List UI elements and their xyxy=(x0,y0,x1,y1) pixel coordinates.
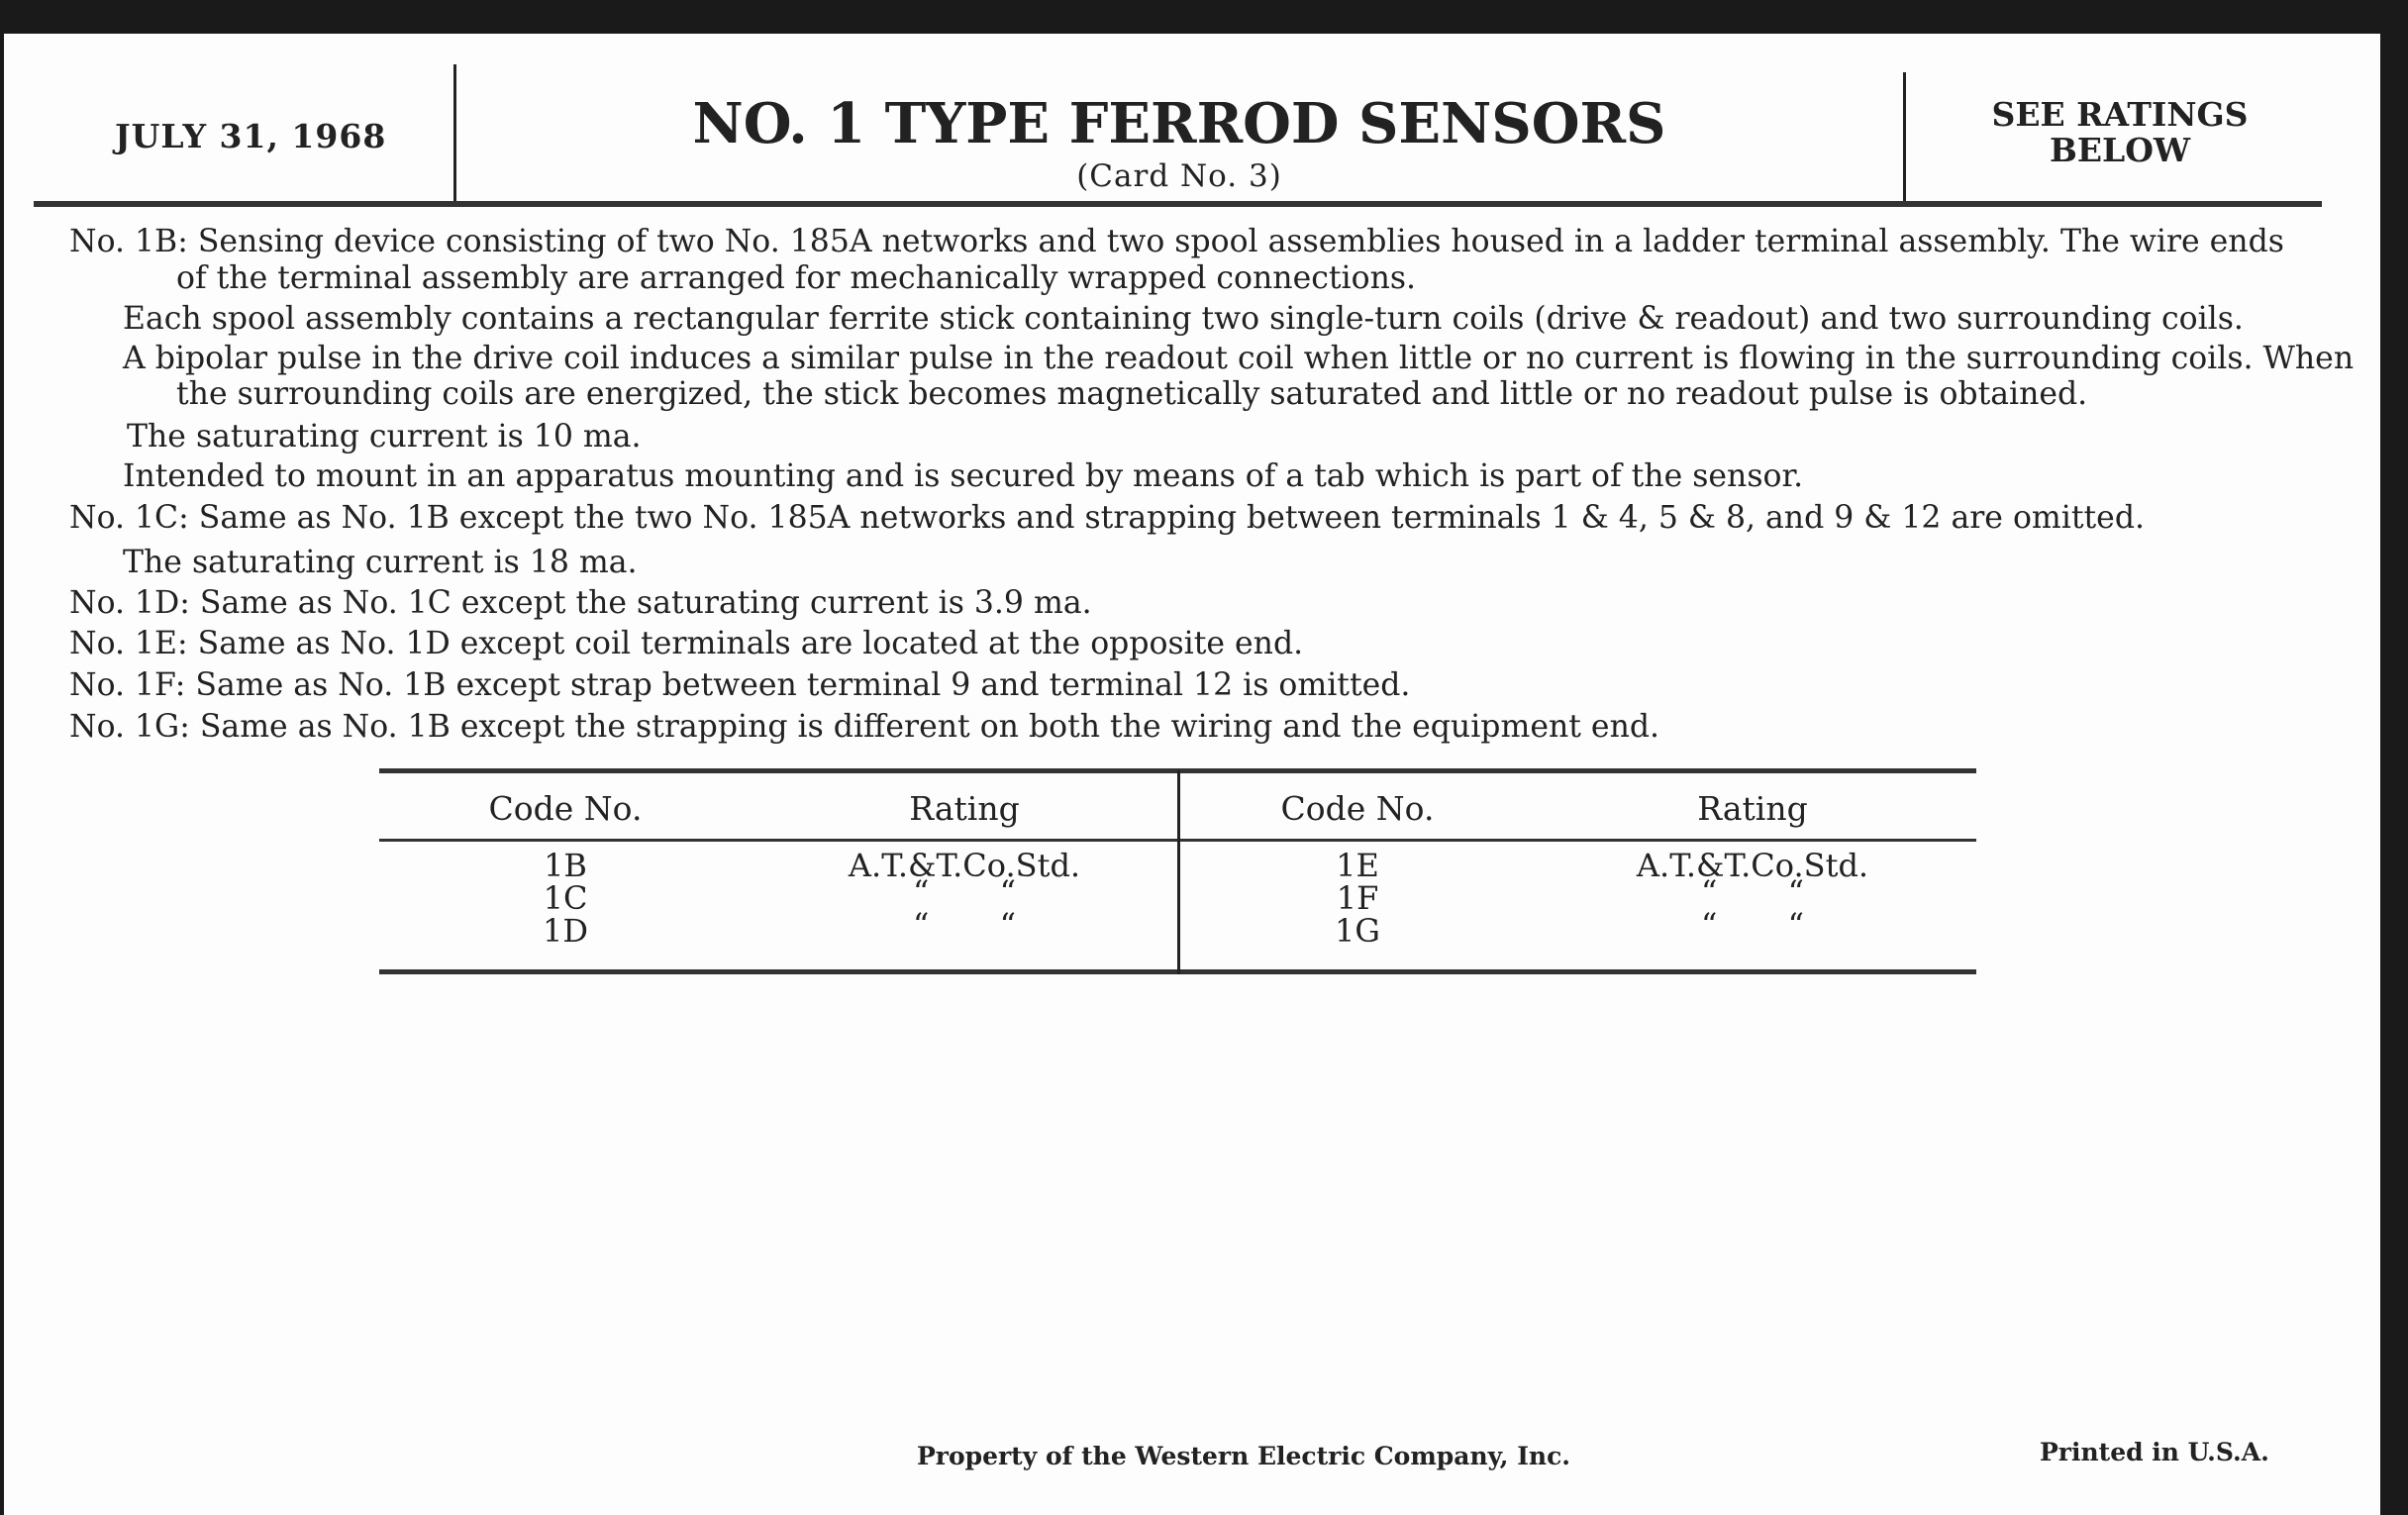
rating-cell: “ “ xyxy=(1701,906,1804,944)
rating-cell: “ “ xyxy=(1701,873,1804,911)
description-line: The saturating current is 10 ma. xyxy=(127,419,642,454)
description-line: Each spool assembly contains a rectangular ferrite stick containing two single-turn coils (drive & readout) and two surrounding coils. xyxy=(123,301,2244,337)
description-line: A bipolar pulse in the drive coil induces a similar pulse in the readout coil when little or no current is flowing in the surrounding coils. When xyxy=(123,341,2355,376)
ratings-note-line2: BELOW xyxy=(2049,131,2191,169)
printed-notice: Printed in U.S.A. xyxy=(2040,1438,2269,1466)
ratings-note xyxy=(1907,97,2333,168)
property-notice: Property of the Western Electric Company, Inc. xyxy=(916,1442,1570,1470)
rating-cell: “ “ xyxy=(913,873,1016,911)
description-line: of the terminal assembly are arranged for mechanically wrapped connections. xyxy=(176,260,1417,296)
code-cell: 1D xyxy=(542,912,588,950)
code-cell: 1C xyxy=(543,879,588,917)
code-cell: 1E xyxy=(1336,847,1379,884)
description-line: No. 1G: Same as No. 1B except the strapping is different on both the wiring and the equipment end. xyxy=(69,709,1660,745)
code-cell: 1G xyxy=(1335,912,1380,950)
column-header-code: Code No. xyxy=(488,789,643,828)
card-date: JULY 31, 1968 xyxy=(115,117,387,155)
code-cell: 1B xyxy=(544,847,587,884)
description-line: the surrounding coils are energized, the stick becomes magnetically saturated and little or no readout pulse is obtained. xyxy=(176,376,2088,412)
rating-cell: “ “ xyxy=(913,906,1016,944)
description-line: Intended to mount in an apparatus mounting and is secured by means of a tab which is part of the sensor. xyxy=(123,458,1804,494)
description-line: No. 1E: Same as No. 1D except coil terminals are located at the opposite end. xyxy=(69,626,1304,661)
rating-cell: A.T.&T.Co.Std. xyxy=(1636,847,1869,884)
rating-cell: A.T.&T.Co.Std. xyxy=(848,847,1081,884)
header-rule xyxy=(34,201,2322,207)
code-cell: 1F xyxy=(1336,879,1379,917)
description-line: No. 1B: Sensing device consisting of two No. 185A networks and two spool assemblies housed in a ladder terminal assembly. The wire ends xyxy=(69,224,2284,259)
description-line: No. 1F: Same as No. 1B except strap between terminal 9 and terminal 12 is omitted. xyxy=(69,667,1411,703)
column-header-code: Code No. xyxy=(1280,789,1435,828)
description-line: The saturating current is 18 ma. xyxy=(123,545,638,580)
description-line: No. 1D: Same as No. 1C except the saturating current is 3.9 ma. xyxy=(69,585,1092,621)
header-divider-right xyxy=(1903,72,1906,203)
page-title: NO. 1 TYPE FERROD SENSORS xyxy=(692,91,1666,156)
description-line: No. 1C: Same as No. 1B except the two No. 185A networks and strapping between terminals 1 & 4, 5 & 8, and 9 & 12 are omitted. xyxy=(69,500,2145,536)
ratings-note-line1: SEE RATINGS xyxy=(1991,95,2249,134)
card-number: (Card No. 3) xyxy=(1076,158,1282,194)
column-header-rating: Rating xyxy=(1697,789,1808,828)
column-header-rating: Rating xyxy=(909,789,1020,828)
